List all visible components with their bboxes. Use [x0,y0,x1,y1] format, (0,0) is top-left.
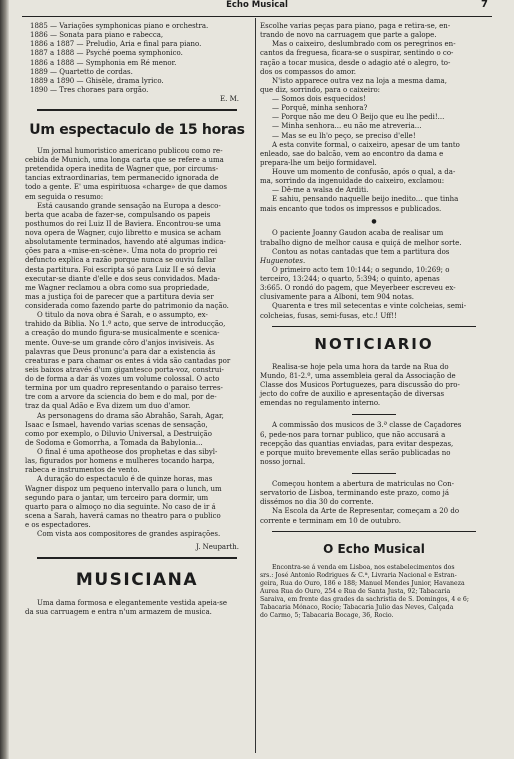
works-list-item: 1886 a 1888 — Symphonia em Ré menor. [30,58,177,67]
text-line: e os espectadores. [25,521,91,530]
text-line: Uma dama formosa e elegantemente vestida apeia-se [37,599,228,608]
works-list-item: 1890 — Tres choraes para orgão. [30,85,149,94]
text-line: trahido da Biblia. No 1.º acto, que serve de introducção, [25,320,226,329]
text-line: trabalho digno de melhor causa e quiçá de melhor sorte. [260,238,462,247]
text-line: colcheias, fusas, semi-fusas, etc.! Uff!! [260,311,397,320]
text-line: trando de novo na carruagem que parte a galope. [260,31,437,40]
text-line: ções para a «mise-en-scène». Uma nota do proprio rei [25,247,218,256]
article-signature: J. Neuparth. [195,543,239,552]
text-line: 6, pede-nos para tornar publico, que não accusará a [260,430,446,439]
text-line: — Porque não me deu O Beijo que eu lhe pedi!... [272,113,445,122]
works-list-item: 1886 a 1887 — Preludio, Aria e final para piano. [30,40,202,49]
text-line: Classe dos Musicos Portuguezes, para discussão do pro- [260,381,460,390]
page-binding-edge [0,0,9,759]
text-line: Com vista aos compositores de grandes aspirações. [37,530,221,539]
column-rule [255,18,256,753]
text-line: — Minha senhora... eu não me atreveria... [272,122,422,131]
text-line: Encontra-se á venda em Lisboa, nos estabelecimentos dos [272,563,455,571]
text-line: quarto para o almoço no dia seguinte. No caso de ir á [25,502,216,511]
noticiario3-body [260,480,488,526]
text-line: Quarenta e tres mil setecentas e vinte colcheias, semi- [272,302,467,311]
text-line: nosso jornal. [260,457,306,466]
text-line: As personagens do drama são Abrahão, Sarah, Agar, [37,411,224,420]
text-line: prepara-lhe um beijo formidavel. [260,158,377,167]
divider [37,557,237,559]
section-title: MUSICIANA [75,569,199,590]
text-line: Isaac e Ismael, havendo varias scenas de sensação, [25,420,208,429]
text-line: E sahiu, pensando naquelle beijo inedito... que tinha [272,195,459,204]
text-line: Um jornal humoristico americano publicou como re- [37,146,223,155]
text-line: Está causando grande sensação na Europa a desco- [37,201,221,210]
text-line: cantos da freguesa, ficara-se o suspirar, sentindo o co- [260,49,454,58]
text-line: Mas o caixeiro, deslumbrado com os peregrinos en- [272,40,456,49]
text-line: O titulo da nova obra é Sarah, e o assumpto, ex- [37,311,208,320]
text-line: em seguida o resumo: [25,192,104,201]
page-header [22,0,492,17]
text-line: dissémos no dia 30 do corrente. [260,498,374,507]
text-line: clusivamente para a Alboni, tem 904 notas. [260,293,415,302]
page-number: 7 [481,0,488,10]
section-body [25,599,249,617]
text-line: Wagner dispoz um pequeno intervallo para o lunch, um [25,484,222,493]
text-line: A commissão dos musicos de 3.ª classe de Caçadores [272,421,462,430]
story2-body [260,229,488,320]
text-line: cebida de Munich, uma longa carta que se refere a uma [25,156,224,165]
text-line: Saraiva, em frente das grades da sachristia de S. Domingos, 4 e 6; [260,596,469,604]
text-line: desta partitura. Foi escripta só para Luiz II e só devia [25,265,216,274]
text-line: Contou as notas cantadas que tem a partitura dos [272,247,450,256]
works-list-item: 1886 — Sonata para piano e rabecca, [30,31,164,40]
text-line: segundo para o jantar, um terceiro para dormir, um [25,493,209,502]
article-body [25,147,249,539]
text-line: Escolhe varias peças para piano, paga e retira-se, en- [260,22,451,30]
text-line: nova opera de Wagner, cujo libretto e musica se acham [25,229,222,238]
text-line: a creação do mundo figura-se musicalmente e scenica- [25,329,220,338]
text-line: servatorio de Lisboa, terminando este prazo, como já [260,489,450,498]
text-line: O primeiro acto tem 10:144; o segundo, 10:269; o [272,265,450,274]
text-line: rabeca e instrumentos de vento. [25,466,140,475]
text-line: defuncto explica a razão porque nunca se ouviu fallar [25,256,216,265]
text-line: como por exemplo, o Diluvio Universal, a Destruição [25,429,212,438]
text-line: Aurea Rua do Ouro, 254 e Rua de Santa Justa, 92; Tabacaria [260,588,451,596]
text-line: mais encanto que todos os impressos e publicados. [260,204,442,213]
echo-title: O Echo Musical [323,542,425,557]
text-line: corrente e terminam em 10 de outubro. [260,516,401,525]
noticiario-title: NOTICIARIO [314,335,434,354]
text-line: Houve um momento de confusão, após o qual, a da- [272,168,456,176]
left-column [25,22,249,617]
separator-dot: ● [371,217,377,225]
text-line: e porque muito brevemente ellas serão publicadas no [260,448,451,457]
text-line: pretendida opera inedita de Wagner que, por circums- [25,165,219,174]
works-list [30,22,249,95]
text-line: emendas no regulamento interno. [260,399,381,408]
text-line: recepção das quantias enviadas, para evitar despezas, [260,439,454,448]
text-line: dos os compassos do amor. [260,67,356,76]
text-line: N'isto apparece outra vez na loja a mesma dama, [272,76,447,85]
text-line: que diz, sorrindo, para o caixeiro: [260,85,381,94]
text-line: executar-se diante d'elle e dos seus convidados. Mada- [25,274,220,283]
noticiario-body [260,363,488,409]
text-line: Realisa-se hoje pela uma hora da tarde na Rua do [272,362,449,371]
text-line: Huguenotes. [260,256,306,265]
text-line: berta que acaba de fazer-se, compulsando os papeis [25,210,211,219]
text-line: — Mas se eu lh'o peço, se preciso d'elle! [272,131,416,140]
text-line: tre com a arvore da sciencia do bem e do mal, por de- [25,393,217,402]
echo-body [260,564,488,621]
text-line: palavras que Deus pronunc'a para dar a existencia ás [25,347,216,356]
story-body [260,22,488,214]
divider [272,531,476,533]
text-line: scena a Sarah, haverá camas no theatro para o publico [25,511,221,520]
text-line: mas a justiça foi de parecer que a partitura devia ser [25,292,214,301]
running-title: Echo Musical [226,0,288,10]
text-line: ma, sorrindo da ingenuidade do caixeiro, exclamou: [260,177,445,186]
works-list-item: 1889 a 1890 — Ghisèle, drama lyrico. [30,76,164,85]
text-line: — Porquê, minha senhora? [272,104,368,113]
text-line: Tabacaria Mónaco, Rocio; Tabacaria Julio das Neves, Calçada [260,604,454,612]
text-line: considerada como fazendo parte do patrimonio da nação. [25,302,229,311]
text-line: O final é uma apotheose dos prophetas e das sibyl- [37,448,218,457]
text-line: Começou hontem a abertura de matriculas no Con- [272,480,454,489]
text-line: geira, Rua do Ouro, 186 e 188; Manuel Mendes Junior, Havaneza [260,579,465,587]
article-title: Um espectaculo de 15 horas [29,121,245,138]
text-line: — Dê-me a walsa de Arditi. [272,186,369,195]
text-line: da sua carruagem e entra n'um armazem de musica. [25,608,212,617]
list-signature: E. M. [220,95,239,103]
divider [37,109,237,111]
text-line: A duração do espectaculo é de quinze horas, mas [37,475,213,484]
text-line: — Somos dois esquecidos! [272,95,366,103]
text-line: creaturas e para chamar os entes á vida são cantadas por [25,356,231,365]
text-line: posthumos do rei Luiz II de Baviera. Encontrou-se uma [25,219,221,228]
divider [272,326,476,328]
works-list-item: 1885 — Variações symphonicas piano e orchestra. [30,22,209,30]
text-line: A esta convite formal, o caixeiro, apesar de um tanto [272,140,460,149]
text-line: do de forma a dar ás vozes um volume colossal. O acto [25,375,220,384]
text-line: de Sodoma e Gomorrha, a Tomada da Babylonia... [25,438,203,447]
text-line: tancias extraordinarias, tem permanecido ignorada de [25,174,219,183]
short-divider [352,473,396,474]
text-line: srs.: José Antonio Rodrigues & C.ª, Livraria Nacional e Estran- [260,571,457,579]
text-line: Na Escola da Arte de Representar, começam a 20 do [272,507,460,516]
text-line: 3:665. O rondó do pagem, que Meyerbeer escreveu ex- [260,284,456,293]
short-divider [352,414,396,415]
works-list-item: 1889 — Quartetto de cordas. [30,67,133,76]
text-line: todo a gente. E' uma espirituosa «charge» de que damos [25,183,227,192]
text-line: O paciente Joanny Gaudon acaba de realisar um [272,229,444,238]
works-list-item: 1887 a 1888 — Psyché poema symphonico. [30,49,183,58]
text-line: me Wagner reclamou a obra como sua propriedade, [25,283,210,292]
text-line: do Carmo, 5; Tabacaria Bocage, 36, Rocio. [260,612,394,620]
text-line: jecto do cofre de auxilio e apresentação de diversas [260,390,445,399]
text-line: terceiro, 13:244; o quarto, 5:394; o quinto, apenas [260,275,440,284]
text-line: enleado, sae do balcão, vem ao encontro da dama e [260,149,444,158]
text-line: termina por um quadro representando o paraiso terres- [25,384,223,393]
text-line: las, figurados por homens e mulheres tocando harpa, [25,457,215,466]
text-line: absolutamente terminados, havendo até algumas indica- [25,238,226,247]
text-line: Mundo, 81-2.º, uma assembleia geral da Associação de [260,371,456,380]
right-column [260,22,488,620]
noticiario2-body [260,421,488,467]
text-line: traz da qual Adão e Eva dizem um duo d'amor. [25,402,191,411]
text-line: seis baixos através d'um gigantesco porta-voz, construi- [25,365,224,374]
text-line: ração a tocar musica, desde o adagio até o alegro, to- [260,58,451,67]
text-line: mente. Ouve-se um grande côro d'anjos invisiveis. As [25,338,215,347]
